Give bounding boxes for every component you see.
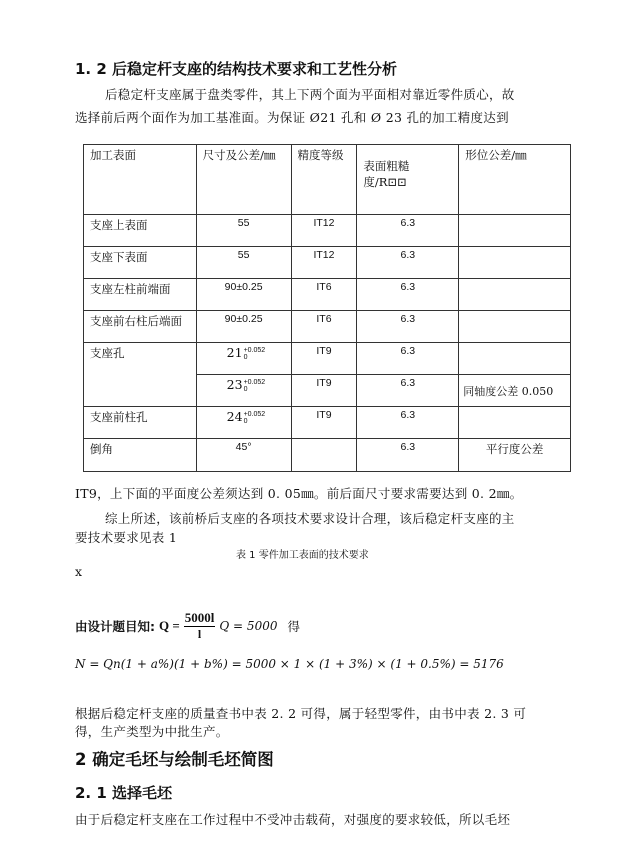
table-cell: 6.3 <box>357 343 459 375</box>
tolerance-lower: 0 <box>243 418 248 426</box>
table-cell: 支座下表面 <box>84 247 197 279</box>
tolerance-lower: 0 <box>243 386 248 394</box>
table-cell: IT6 <box>291 311 357 343</box>
table-header: 精度等级 <box>291 145 357 215</box>
tolerance-base: 24 <box>226 409 243 424</box>
table-cell <box>291 439 357 472</box>
section-heading-2-1: 2. 1 选择毛坯 <box>75 784 173 802</box>
table-cell: 6.3 <box>357 439 459 472</box>
table-cell: 6.3 <box>357 407 459 439</box>
table-cell: 6.3 <box>357 215 459 247</box>
table-cell <box>459 407 571 439</box>
table-cell <box>459 311 571 343</box>
table-cell: IT9 <box>291 375 357 407</box>
table-row <box>84 279 571 311</box>
table-row <box>84 439 571 472</box>
table-cell: 6.3 <box>357 247 459 279</box>
table-cell <box>196 343 291 375</box>
table-cell: 倒角 <box>84 439 197 472</box>
tolerance-upper: +0.052 <box>243 379 266 387</box>
section-heading-2: 2 确定毛坯与绘制毛坯简图 <box>75 750 274 769</box>
tolerance-upper: +0.052 <box>243 347 266 355</box>
tolerance-upper: +0.052 <box>243 411 266 419</box>
table-row <box>84 311 571 343</box>
table-header: 尺寸及公差/㎜ <box>196 145 291 215</box>
table-cell: 6.3 <box>357 279 459 311</box>
table-cell: 支座孔 <box>84 343 197 407</box>
paragraph-line: 要技术要求见表 1 <box>75 530 178 545</box>
table-cell: IT9 <box>291 343 357 375</box>
table-cell: 平行度公差 <box>459 439 571 472</box>
paragraph-line: IT9，上下面的平面度公差须达到 0. 05㎜。前后面尺寸要求需要达到 0. 2㎜。 <box>75 486 523 501</box>
table-cell: IT12 <box>291 215 357 247</box>
table-cell <box>459 279 571 311</box>
table-header: 形位公差/㎜ <box>459 145 571 215</box>
formula-q <box>75 610 300 642</box>
table-cell <box>459 343 571 375</box>
table-header-row <box>84 145 571 215</box>
table-row <box>84 247 571 279</box>
paragraph-line: 综上所述，该前桥后支座的各项技术要求设计合理，该后稳定杆支座的主 <box>105 511 515 526</box>
table-row <box>84 407 571 439</box>
formula-q-fraction <box>184 610 216 642</box>
paragraph-line: 后稳定杆支座属于盘类零件，其上下两个面为平面相对靠近零件质心，故 <box>105 87 515 102</box>
table-cell: 支座上表面 <box>84 215 197 247</box>
table-cell: 45° <box>196 439 291 472</box>
table-cell: 55 <box>196 215 291 247</box>
table-cell: IT9 <box>291 407 357 439</box>
table-cell: 支座前右柱后端面 <box>84 311 197 343</box>
paragraph-line: 选择前后两个面作为加工基准面。为保证 Ø21 孔和 Ø 23 孔的加工精度达到 <box>75 110 509 125</box>
stray-text: x <box>75 564 83 579</box>
spec-table <box>83 144 571 472</box>
table-header: 加工表面 <box>84 145 197 215</box>
design-label: 由设计题目知: <box>75 619 155 634</box>
paragraph-line: 根据后稳定杆支座的质量查书中表 2. 2 可得，属于轻型零件，由书中表 2. 3 可 <box>75 706 527 721</box>
table-cell: 55 <box>196 247 291 279</box>
formula-suffix: 得 <box>287 619 300 634</box>
table-cell: 支座左柱前端面 <box>84 279 197 311</box>
formula-q-rhs: Q = 5000 <box>219 619 278 633</box>
formula-q-lhs: Q = <box>159 618 180 633</box>
table-cell <box>459 247 571 279</box>
tolerance-lower: 0 <box>243 354 248 362</box>
table-cell: IT12 <box>291 247 357 279</box>
table-cell: 90±0.25 <box>196 279 291 311</box>
table-cell: 支座前柱孔 <box>84 407 197 439</box>
table-caption: 表 1 零件加工表面的技术要求 <box>236 550 369 561</box>
table-cell: IT6 <box>291 279 357 311</box>
roughness-header-label: 表面粗糙度/R⊡⊡ <box>363 159 410 189</box>
table-row <box>84 215 571 247</box>
table-cell: 90±0.25 <box>196 311 291 343</box>
paragraph-line: 得，生产类型为中批生产。 <box>75 724 229 739</box>
tolerance-base: 21 <box>226 345 243 360</box>
table-row <box>84 343 571 375</box>
table-cell <box>196 407 291 439</box>
table-header <box>357 145 459 215</box>
paragraph-line: 由于后稳定杆支座在工作过程中不受冲击载荷，对强度的要求较低，所以毛坯 <box>75 812 511 827</box>
table-cell <box>196 375 291 407</box>
fraction-numerator: 5000l <box>184 610 215 625</box>
fraction-denominator: l <box>197 627 202 641</box>
table-cell: 6.3 <box>357 375 459 407</box>
table-cell: 同轴度公差 0.050 <box>459 375 571 407</box>
table-cell <box>459 215 571 247</box>
formula-n: N = Qn(1 + a%)(1 + b%) = 5000 × 1 × (1 + 3%) × (1 + 0.5%) = 5176 <box>75 657 504 671</box>
section-heading-1-2: 1. 2 后稳定杆支座的结构技术要求和工艺性分析 <box>75 60 398 78</box>
tolerance-base: 23 <box>226 377 243 392</box>
table-cell: 6.3 <box>357 311 459 343</box>
